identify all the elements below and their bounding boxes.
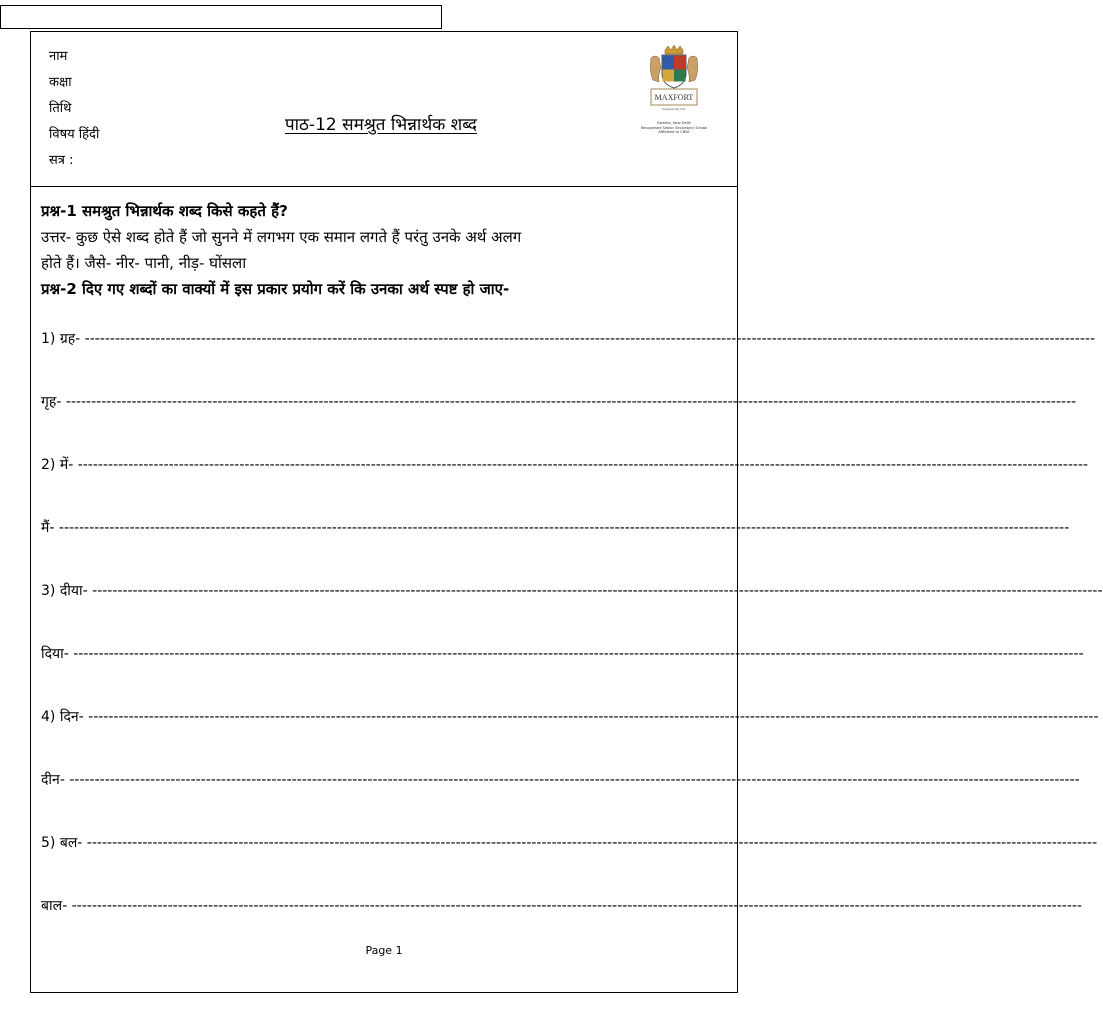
answer-blank[interactable]: -------------------------------------------------------------------------------------------------------------------------------------------------------------------------------------------------------- xyxy=(83,709,1099,725)
logo-name: MAXFORT xyxy=(654,93,694,102)
item-label: गृह- xyxy=(41,394,62,410)
item-label: 4) दिन- xyxy=(41,709,84,725)
answer-blank[interactable]: -------------------------------------------------------------------------------------------------------------------------------------------------------------------------------------------------------- xyxy=(80,331,1096,347)
exercise-item xyxy=(41,644,1084,663)
answer-line-1: उत्तर- कुछ ऐसे शब्द होते हैं जो सुनने में लगभग एक समान लगते हैं परंतु उनके अर्थ अलग xyxy=(41,228,522,246)
item-label: 3) दीया- xyxy=(41,583,88,599)
answer-line-2: होते हैं। जैसे- नीर- पानी, नीड़- घोंसला xyxy=(41,254,247,272)
answer-blank[interactable]: -------------------------------------------------------------------------------------------------------------------------------------------------------------------------------------------------------- xyxy=(61,394,1077,410)
field-name: नाम xyxy=(49,49,68,64)
worksheet-header xyxy=(31,32,737,187)
question-1: प्रश्न-1 समश्रुत भिन्नार्थक शब्द किसे कहते हैं? xyxy=(41,202,288,220)
answer-blank[interactable]: -------------------------------------------------------------------------------------------------------------------------------------------------------------------------------------------------------- xyxy=(87,583,1103,599)
exercise-item xyxy=(41,455,1089,474)
item-label: दिया- xyxy=(41,646,69,662)
item-label: 2) में- xyxy=(41,457,74,473)
exercise-item xyxy=(41,833,1098,852)
exercise-item xyxy=(41,896,1082,915)
answer-blank[interactable]: -------------------------------------------------------------------------------------------------------------------------------------------------------------------------------------------------------- xyxy=(64,772,1080,788)
school-logo xyxy=(629,44,719,154)
field-date: तिथि xyxy=(49,101,72,116)
question-2: प्रश्न-2 दिए गए शब्दों का वाक्यों में इस प्रकार प्रयोग करें कि उनका अर्थ स्पष्ट हो जाए- xyxy=(41,280,510,298)
answer-blank[interactable]: -------------------------------------------------------------------------------------------------------------------------------------------------------------------------------------------------------- xyxy=(67,898,1082,914)
exercise-item xyxy=(41,707,1099,726)
logo-line: Dwarka, New Delhi xyxy=(656,121,692,125)
answer-blank[interactable]: -------------------------------------------------------------------------------------------------------------------------------------------------------------------------------------------------------- xyxy=(82,835,1098,851)
answer-blank[interactable]: -------------------------------------------------------------------------------------------------------------------------------------------------------------------------------------------------------- xyxy=(73,457,1089,473)
logo-line: Recognised Senior Secondary School xyxy=(640,125,708,130)
item-label: 5) बल- xyxy=(41,835,83,851)
item-label: 1) ग्रह- xyxy=(41,331,81,347)
logo-subtitle: Engineering Life xyxy=(662,107,686,111)
answer-blank[interactable]: -------------------------------------------------------------------------------------------------------------------------------------------------------------------------------------------------------- xyxy=(68,646,1084,662)
item-label: मैं- xyxy=(41,520,55,536)
answer-blank[interactable]: -------------------------------------------------------------------------------------------------------------------------------------------------------------------------------------------------------- xyxy=(54,520,1070,536)
logo-line: Affiliated to CBSE xyxy=(658,130,690,134)
field-subject: विषय हिंदी xyxy=(49,127,100,142)
lesson-title: पाठ-12 समश्रुत भिन्नार्थक शब्द xyxy=(285,115,477,135)
worksheet-page xyxy=(30,31,1103,993)
field-session: सत्र : xyxy=(49,153,74,168)
student-info xyxy=(49,44,99,174)
page-number: Page 1 xyxy=(365,944,403,957)
item-label: दीन- xyxy=(41,772,65,788)
exercise-item xyxy=(41,329,1096,348)
exercise-item xyxy=(41,770,1080,789)
top-empty-box xyxy=(0,5,442,29)
exercise-item xyxy=(41,581,1103,600)
crest-icon xyxy=(629,44,719,116)
logo-caption xyxy=(629,121,719,135)
exercise-item xyxy=(41,392,1077,411)
exercise-item xyxy=(41,518,1070,537)
item-label: बाल- xyxy=(41,898,68,914)
field-class: कक्षा xyxy=(49,75,72,90)
